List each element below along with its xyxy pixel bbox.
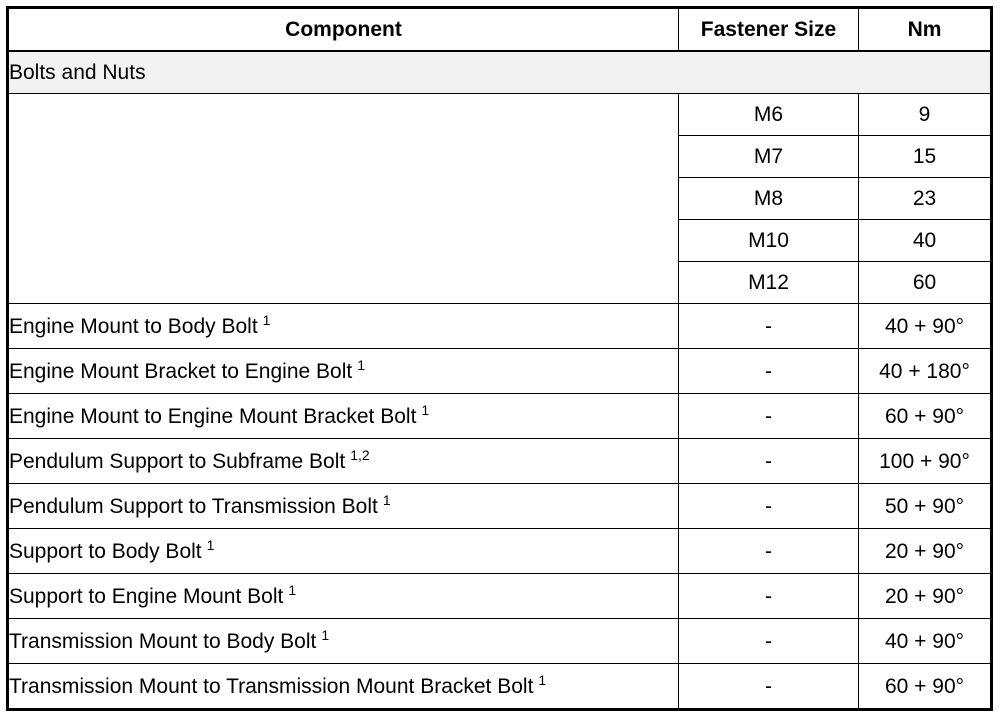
header-row <box>8 8 992 52</box>
component-cell <box>8 304 679 349</box>
component-name: Support to Engine Mount Bolt <box>9 584 284 608</box>
component-row <box>8 484 992 529</box>
footnote-ref: 1 <box>288 581 297 598</box>
fastener-size-cell: - <box>679 574 859 619</box>
torque-cell: 15 <box>859 136 992 178</box>
torque-cell: 20 + 90° <box>859 529 992 574</box>
torque-cell: 60 + 90° <box>859 394 992 439</box>
footnote-ref: 1 <box>421 401 430 418</box>
component-name: Engine Mount to Engine Mount Bracket Bolt <box>9 404 417 428</box>
torque-cell: 9 <box>859 94 992 136</box>
footnote-ref: 1,2 <box>350 446 370 463</box>
torque-spec-table <box>6 6 993 711</box>
component-row <box>8 394 992 439</box>
fastener-size-cell: - <box>679 619 859 664</box>
component-name: Engine Mount to Body Bolt <box>9 314 258 338</box>
header-component: Component <box>8 8 679 52</box>
component-row <box>8 574 992 619</box>
footnote-ref: 1 <box>538 671 547 688</box>
fastener-size-cell: M7 <box>679 136 859 178</box>
torque-cell: 50 + 90° <box>859 484 992 529</box>
fastener-size-cell: M10 <box>679 220 859 262</box>
footnote-ref: 1 <box>262 311 271 328</box>
fastener-size-cell: - <box>679 349 859 394</box>
fastener-size-cell: - <box>679 304 859 349</box>
fastener-size-cell: M6 <box>679 94 859 136</box>
component-cell <box>8 664 679 710</box>
component-row <box>8 619 992 664</box>
fastener-size-cell: M12 <box>679 262 859 304</box>
component-row <box>8 349 992 394</box>
component-cell <box>8 619 679 664</box>
torque-cell: 40 + 90° <box>859 304 992 349</box>
footnote-ref: 1 <box>382 491 391 508</box>
torque-cell: 60 <box>859 262 992 304</box>
component-cell <box>8 439 679 484</box>
component-cell <box>8 574 679 619</box>
torque-cell: 60 + 90° <box>859 664 992 710</box>
general-blank-cell <box>8 94 679 304</box>
header-nm: Nm <box>859 8 992 52</box>
component-row <box>8 664 992 710</box>
header-fastener-size: Fastener Size <box>679 8 859 52</box>
fastener-size-cell: - <box>679 664 859 710</box>
fastener-size-cell: - <box>679 394 859 439</box>
torque-cell: 23 <box>859 178 992 220</box>
fastener-size-cell: - <box>679 439 859 484</box>
section-row <box>8 51 992 94</box>
component-name: Pendulum Support to Subframe Bolt <box>9 449 346 473</box>
section-title: Bolts and Nuts <box>8 51 992 94</box>
component-name: Transmission Mount to Body Bolt <box>9 629 317 653</box>
component-cell <box>8 529 679 574</box>
component-row <box>8 529 992 574</box>
footnote-ref: 1 <box>321 626 330 643</box>
footnote-ref: 1 <box>206 536 215 553</box>
torque-cell: 20 + 90° <box>859 574 992 619</box>
component-cell <box>8 349 679 394</box>
footnote-ref: 1 <box>357 356 366 373</box>
component-cell <box>8 484 679 529</box>
component-name: Pendulum Support to Transmission Bolt <box>9 494 378 518</box>
fastener-size-cell: - <box>679 484 859 529</box>
general-row <box>8 94 992 136</box>
component-name: Support to Body Bolt <box>9 539 202 563</box>
component-name: Transmission Mount to Transmission Mount Bracket Bolt <box>9 674 534 698</box>
component-cell <box>8 394 679 439</box>
fastener-size-cell: - <box>679 529 859 574</box>
torque-cell: 40 + 180° <box>859 349 992 394</box>
component-row <box>8 439 992 484</box>
fastener-size-cell: M8 <box>679 178 859 220</box>
component-row <box>8 304 992 349</box>
component-name: Engine Mount Bracket to Engine Bolt <box>9 359 353 383</box>
torque-cell: 40 <box>859 220 992 262</box>
torque-cell: 40 + 90° <box>859 619 992 664</box>
torque-cell: 100 + 90° <box>859 439 992 484</box>
